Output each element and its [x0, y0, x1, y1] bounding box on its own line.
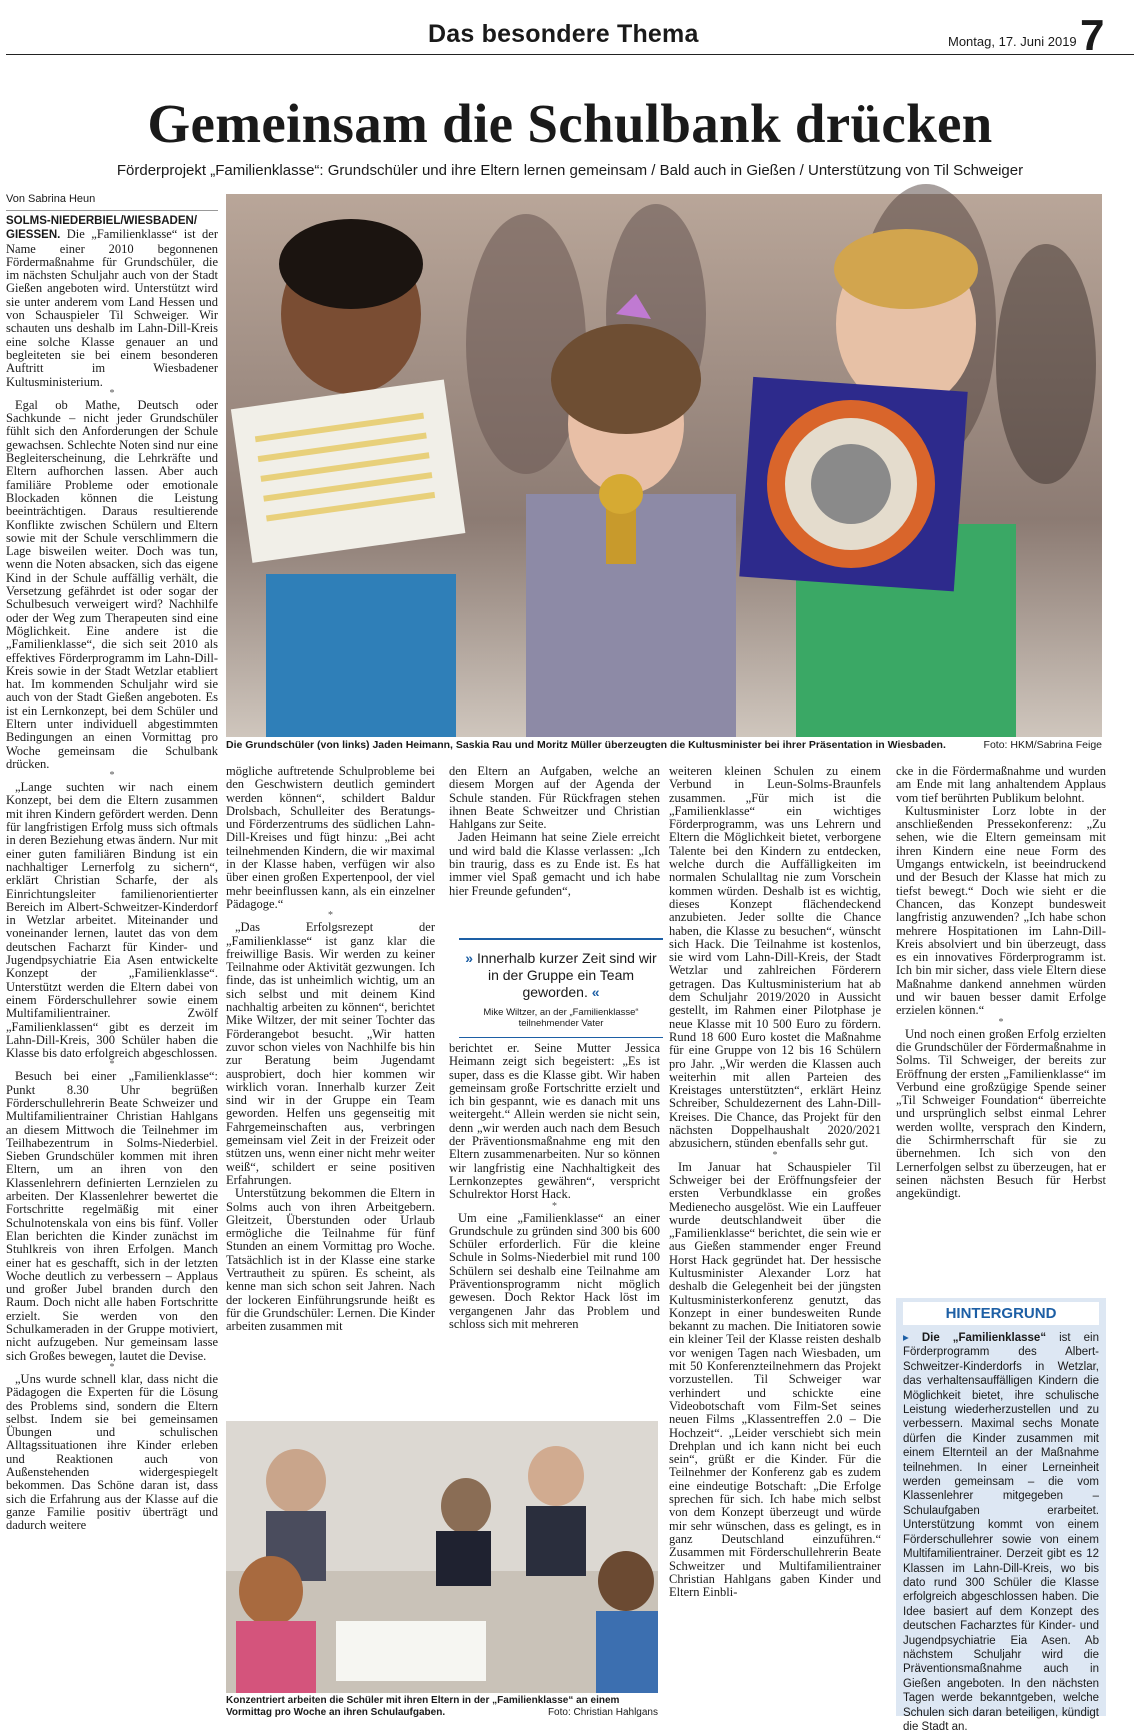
article-column-3: [449, 765, 660, 931]
paragraph: den Eltern an Aufgaben, welche an diesem Morgen auf der Agenda der Schule standen. Für Rückfragen stehen ihnen Beate Schweitzer und Christian Hahlgans zur Seite.: [449, 764, 660, 832]
paragraph: Und noch einen großen Erfolg erzielten die Grundschüler der Fördermaßnahme in Solms. Til Schweiger, der bereits zur Eröffnung der ersten „Familienklasse“ im Verbund eine großzügige Spende seiner „Til Schweiger Foundation“ überreichte und ursprünglich selbst einmal Lehrer werden wollte, versprach den Kindern, die Schirmherrschaft für sie zu übernehmen. Ich sich von den Lernerfolgen selbst zu überzeugen, hat er seinen nächsten Besuch für Herbst angekündigt.: [896, 1026, 1106, 1201]
caption-text: Die Grundschüler (von links) Jaden Heimann, Saskia Rau und Moritz Müller überzeugten die Kultusminister bei ihrer Präsentation in Wiesbaden.: [226, 739, 946, 751]
paragraph: „Uns wurde schnell klar, dass nicht die Pädagogen die Experten für die Lösung des Problems sind, sondern die Eltern selbst. Indem sie bei gemeinsamen Übungen und schulischen Alltagssituationen ihre Kinder erleben und Reaktionen auch von Außenstehenden widergespiegelt bekommen. Das Schöne daran ist, dass sich die Erfahrung aus der Klasse auf die ganze Familie positiv überträgt und dadurch weitere: [6, 1371, 218, 1533]
paragraph: mögliche auftretende Schulprobleme bei den Geschwistern deutlich gemindert werden können“, schildert Baldur Drolsbach, Schulleiter des Beratungs- und Förderzentrums des südlichen Lahn-Dill-Kreises und fügt hinzu: „Bei acht teilnehmenden Kindern, die wir maximal in der Klasse haben, verfügen wir also über einen großen Expertenpool, der viel mehr beeinflussen kann, als ein einzelner Pädagoge.“: [226, 764, 435, 911]
paragraph: cke in die Fördermaßnahme und wurden am Ende mit lang anhaltendem Applaus vom tief berührten Publikum belohnt.: [896, 764, 1106, 805]
paragraph: Besuch bei einer „Familienklasse“: Punkt 8.30 Uhr begrüßen Förderschullehrerin Beate Schweizer und Multifamilientrainer Christian Hahlgans an diesem Mittwoch die Teilnehmer im Teilhabezentrum in Solms-Niederbiel. Sieben Grundschüler kommen mit ihren Eltern, um an ihren von den Klassenlehrern definierten Lernzielen zu arbeiten. Der Klassenlehrer bewertet die Fortschritte regelmäßig mit einer Schulnotenskala von eins bis fünf. Voller Elan berichten die Kinder zunächst im Stuhlkreis von ihren Erfolgen. Manch einer hat es geschafft, sich in der letzten Woche deutlich zu verbessern – Applaus und großer Jubel branden durch den Raum. Doch nicht alle haben Fortschritte erzielt. Sie werden von den Schulkameraden in der Gruppe motiviert, nicht aufzugeben. Nur gemeinsam lasse sich Großes bewegen, lautet die Devise.: [6, 1069, 218, 1363]
byline: Von Sabrina Heun: [6, 193, 96, 205]
article-column-4: [669, 765, 881, 1718]
paragraph: „Das Erfolgsrezept der „Familienklasse“ ist ganz klar die freiwillige Basis. Wir werden zu keiner Teilnahme oder Aktivität gezwungen. Ich finde, das ist unheimlich wichtig, um an sich selbst und mit deinem Kind nachhaltig arbeiten zu können“, berichtet Mike Wiltzer, der mit seiner Tochter das Förderangebot besucht. „Wir hatten zuvor schon vieles von Nachhilfe bis hin zur Beratung beim Jugendamt ausprobiert, doch hier kommen wir wirklich voran. Innerhalb kurzer Zeit sind wir in der Gruppe ein Team geworden. Helfen uns gegenseitig mit Fahrgemeinschaften aus, verbringen gemeinsam viel Zeit in der Freizeit oder stützen uns, wenn einer nicht mehr weiter weiß“, schildert er seine positiven Erfahrungen.: [226, 920, 435, 1187]
paragraph: Jaden Heimann hat seine Ziele erreicht und wird bald die Klasse verlassen: „Ich bin traurig, dass es zu Ende ist. Es hat immer viel Spaß gemacht und ich habe hier Freunde gefunden“,: [449, 830, 660, 898]
pull-quote: [459, 938, 663, 1038]
photo-credit: Foto: Christian Hahlgans: [547, 1707, 658, 1718]
caption-text: Konzentriert arbeiten die Schüler mit ihren Eltern in der „Familienklasse“ an einem Vormittag pro Woche an ihren Schulaufgaben.: [226, 1695, 620, 1718]
paragraph: Um eine „Familienklasse“ an einer Grundschule zu gründen sind 300 bis 600 Schüler erforderlich. Für die kleine Schule in Solms-Niederbiel mit rund 100 Schülern sei deshalb eine Teilnahme am Präventionsprogramm nicht möglich gewesen. Doch Rektor Hack löst im vergangenen Jahr das Problem und schloss sich mit mehreren: [449, 1210, 660, 1331]
page-number: 7: [1080, 11, 1105, 60]
section-title: Das besondere Thema: [428, 20, 699, 48]
photo-credit: Foto: HKM/Sabrina Feige: [983, 739, 1102, 751]
quote-attribution: Mike Wiltzer, an der „Familienklasse“ teilnehmender Vater: [483, 1007, 639, 1029]
paragraph: berichtet er. Seine Mutter Jessica Heimann zeigt sich begeistert: „Es ist super, dass es die Klasse gibt. Wir haben gemeinsam große Fortschritte erzielt und ich bin gespannt, wie es danach mit uns weitergeht.“ Allein werden sie nicht sein, denn „wir werden auch nach dem Besuch der Präventionsmaßnahme eng mit den Eltern zusammenarbeiten. Nur so können wir langfristig eine Nachhaltigkeit des Lernkonzeptes gewähren“, verspricht Schulrektor Horst Hack.: [449, 1041, 660, 1202]
main-photo-caption: [226, 739, 1102, 751]
separator-star: *: [328, 910, 333, 922]
header-rule: [6, 54, 1134, 55]
separator-star: *: [109, 387, 115, 399]
box-title: HINTERGRUND: [903, 1302, 1099, 1325]
headline: Gemeinsam die Schulbank drücken: [147, 93, 993, 154]
paragraph: Im Januar hat Schauspieler Til Schweiger bei der Eröffnungsfeier der ersten Verbundklasse ein großes Medienecho ausgelöst. Wie ein Lauffeuer wurde deutschlandweit über die „Familienklasse“ berichtet, die sein wie er aus Gießen stammender enger Freund Horst Hack gegründet hat. Der hessische Kultusminister Alexander Lorz hat deshalb die Gelegenheit bei der jüngsten Kultusministerkonferenz genutzt, das Konzept in einer bundesweiten Runde bekannt zu machen. Die Initiatoren sowie ein kleiner Teil der Klasse reisten deshalb vor wenigen Tagen nach Wiesbaden, um mit 50 Konferenzteilnehmern das Projekt vorzustellen. Til Schweiger war verhindert und schickte eine Videobotschaft vom Film-Set seines neuen Films „Klassentreffen 2.0 – Die Hochzeit“. „Leider verschiebt sich mein Drehplan und ich kann nicht bei euch sein“, grüßt er die Kinder. Für die Teilnehmer der Konferenz gab es zudem eine eindeutige Botschaft: „Die Erfolge sprechen für sich. Ich habe mich selbst von dem Konzept überzeugt und würde mir sehr wünschen, dass es gelingt, es in ganz Deutschland einzuführen.“ Zusammen mit Förderschullehrerin Beate Schweitzer und Multifamilientrainer Christian Hahlgans gaben Kinder und Eltern Einbli-: [669, 1159, 881, 1600]
quote-text: » Innerhalb kurzer Zeit sind wir in der Gruppe ein Team geworden. «: [465, 950, 657, 1000]
separator-star: *: [998, 1016, 1004, 1028]
paragraph: „Lange suchten wir nach einem Konzept, bei dem die Eltern zusammen mit ihren Kindern gefördert werden. Denn für langfristigen Erfolg muss sich oftmals in deren Beziehung etwas ändern. Nur mit einer guten familiären Bindung ist ein nachhaltiger Lernerfolg zu sichern“, erklärt Christian Scharfe, der als Einrichtungsleiter familienorientierter Bereich im Albert-Schweitzer-Kinderdorf in Wetzlar arbeitet. Miteinander und voneinander lernen, lautet das von dem deutschen Facharzt für Kinder- und Jugendpsychiatrie Eia Asen entwickelte Konzept der „Familienklasse“. Unterstützt werden die Eltern dabei von einem Förderschullehrer sowie einem Multifamilientrainer. Zwölf „Familienklassen“ gibt es derzeit im Lahn-Dill-Kreis, 300 Schüler haben die Klasse bis dato erfolgreich abgeschlossen.: [6, 780, 218, 1061]
separator-star: *: [772, 1149, 778, 1161]
classroom-photo: [226, 1421, 658, 1693]
main-photo: [226, 194, 1102, 737]
byline-rule: [6, 210, 218, 211]
separator-star: *: [109, 1059, 115, 1071]
box-text: ▸ Die „Familienklasse“ ist ein Förderprogramm des Albert-Schweitzer-Kinderdorfs in Wetzlar, das verhaltensauffälligen Kindern die Möglichkeit bietet, ihre schulische Leistung wiederherzustellen und zu verbessern. Maximal sechs Monate dürfen die Kinder zusammen mit einem Elternteil an der Maßnahme teilnehmen. In einer Lerneinheit werden gemeinsam – die vom Klassenlehrer mitgegeben – Schulaufgaben erarbeitet. Unterstützung kommt von einem Förderschullehrer sowie von einem Multifamilientrainer. Derzeit gibt es 12 Klassen im Lahn-Dill-Kreis, wo bis dato rund 300 Schüler die Klasse erfolgreich abgeschlossen haben. Die Idee basiert auf dem Konzept des deutschen Facharztes für Kinder- und Jugendpsychiatrie Eia Asen. Ab nächstem Schuljahr wird die Präventionsmaßnahme auch in Gießen angeboten. In den nächsten Tagen werde bekanntgeben, welche Schulen sich daran beteiligen, kündigt die Stadt an.: [903, 1332, 1099, 1733]
subheadline: Förderprojekt „Familienklasse“: Grundschüler und ihre Eltern lernen gemeinsam / Bald auch in Gießen / Unterstützung von Til Schweiger: [116, 162, 1024, 179]
separator-star: *: [109, 770, 115, 782]
paragraph: weiteren kleinen Schulen zu einem Verbund in Leun-Solms-Braunfels zusammen. „Für mich ist die „Familienklasse“ ein wichtiges Förderprogramm, was uns Lehrern und Eltern die Möglichkeit bietet, verborgene Talente bei den Kindern zu entdecken, welche durch die Auffälligkeiten im normalen Schulalltag nie zum Vorschein kommen würden. Deshalb ist es wichtig, dieses Konzept flächendeckend anzubieten. Jeder sollte die Chance haben, die Klasse zu besuchen“, wünscht sich Hack. Die Teilnahme ist kostenlos, sie wird vom Lahn-Dill-Kreis, der Stadt Wetzlar und zahlreichen Förderern getragen. Das Kultusministerium hat ab dem Schuljahr 2019/2020 in Aussicht gestellt, im Rahmen einer Pilotphase je neue Klasse mit 10 500 Euro zu fördern. Rund 18 600 Euro kostet die Maßnahme für eine Gruppe von 12 bis 16 Schülern pro Jahr. „Wir werden die Klassen auch weiterhin mit allen Parteien des Kreistages unterstützten“, erklärt Heinz Schreiber, Schuldezernent des Lahn-Dill-Kreises. Die Chance, das Projekt für den nächsten Doppelhaushalt 2020/2021 abzusichern, stünden ebenfalls sehr gut.: [669, 764, 881, 1151]
separator-star: *: [552, 1200, 557, 1212]
article-column-2: [226, 765, 435, 1419]
article-column-3-continued: [449, 1042, 660, 1418]
issue-date: Montag, 17. Juni 2019: [948, 34, 1077, 49]
article-column-1: [6, 214, 218, 1718]
paragraph: Egal ob Mathe, Deutsch oder Sachkunde – nicht jeder Grundschüler fühlt sich den Anforderungen der Schule gewachsen. Schlechte Noten sind nur eine Begleiterscheinung, die Lehrkräfte und Eltern aufhorchen lassen. Aber auch familiäre Probleme oder emotionale Blockaden können die Leistung beeinträchtigen. Daraus resultierende Konflikte zwischen Schülern und Eltern sowie mit der Schule verschlimmern die Lage bisweilen weiter. Doch was tun, wenn die Noten absacken, sich das eigene Kind in der Schule auffällig verhält, die Versetzung gefährdet ist oder sogar der Schulbesuch verweigert wird? Nachhilfe oder der Weg zum Therapeuten sind eine Möglichkeit. Eine andere ist die „Familienklasse“, die sich seit 2010 als effektives Förderprogramm im Lahn-Dill-Kreis sowie in der Stadt Wetzlar etabliert hat. Im kommenden Schuljahr wird sie auch von der Stadt Gießen angeboten. Es ist ein Lernkonzept, bei dem Schüler und Eltern unter individuell abgestimmten Bedingungen an einen Vormittag pro Woche gemeinsam die Schulbank drücken.: [6, 397, 218, 771]
paragraph: Unterstützung bekommen die Eltern in Solms auch von ihren Arbeitgebern. Gleitzeit, Überstunden oder Urlaub ermögliche die Teilnahme für fünf Stunden an einem Vormittag pro Woche. Tatsächlich ist in der Klasse eine starke Vertrautheit zu spüren. Es scheint, als kenne man sich schon seit Jahren. Nach der lockeren Einführungsrunde heißt es für die Grundschüler: Lernen. Die Kinder arbeiten zusammen mit: [226, 1186, 435, 1334]
paragraph: Kultusminister Lorz lobte in der anschließenden Pressekonferenz: „Zu sehen, wie die Eltern gemeinsam mit ihren Kindern eine neue Form des Umgangs entwickeln, ist beeindruckend und der Besuch der Klasse hat mich zu tiefst bewegt.“ Doch wie sieht er die Chancen, das Konzept bundesweit langfristig anzuwenden? „Ich habe schon mehrere Hospitationen im Lahn-Dill-Kreis absolviert und bin überzeugt, dass es ein innovatives Förderprogramm ist. Ich bin mir sicher, dass viele Eltern diese Maßnahme dankend annehmen würden und wir bauen besser damit Erfolge erzielen können.“: [896, 803, 1106, 1018]
triangle-bullet-icon: ▸: [903, 1332, 909, 1344]
separator-star: *: [109, 1361, 115, 1373]
background-info-box: [896, 1298, 1106, 1733]
article-column-5: [896, 765, 1106, 1293]
classroom-photo-caption: [226, 1695, 658, 1719]
lead-paragraph: SOLMS-NIEDERBIEL/WIESBADEN/ GIESSEN. Die „Familienklasse“ ist der Name einer 2010 begonnenen Fördermaßnahme für Grundschüler, die im nächsten Schuljahr auch von der Stadt Gießen angeboten wird. Unterstützt wird sie unter anderem vom Land Hessen und von Schauspieler Til Schweiger. Wir schauten uns deshalb im Lahn-Dill-Kreis eine solche Klasse genauer an und begleiteten sie bei einem besonderen Auftritt im Wiesbadener Kultusministerium.: [6, 215, 219, 389]
dateline: SOLMS-NIEDERBIEL/WIESBADEN/ GIESSEN.: [6, 215, 198, 242]
